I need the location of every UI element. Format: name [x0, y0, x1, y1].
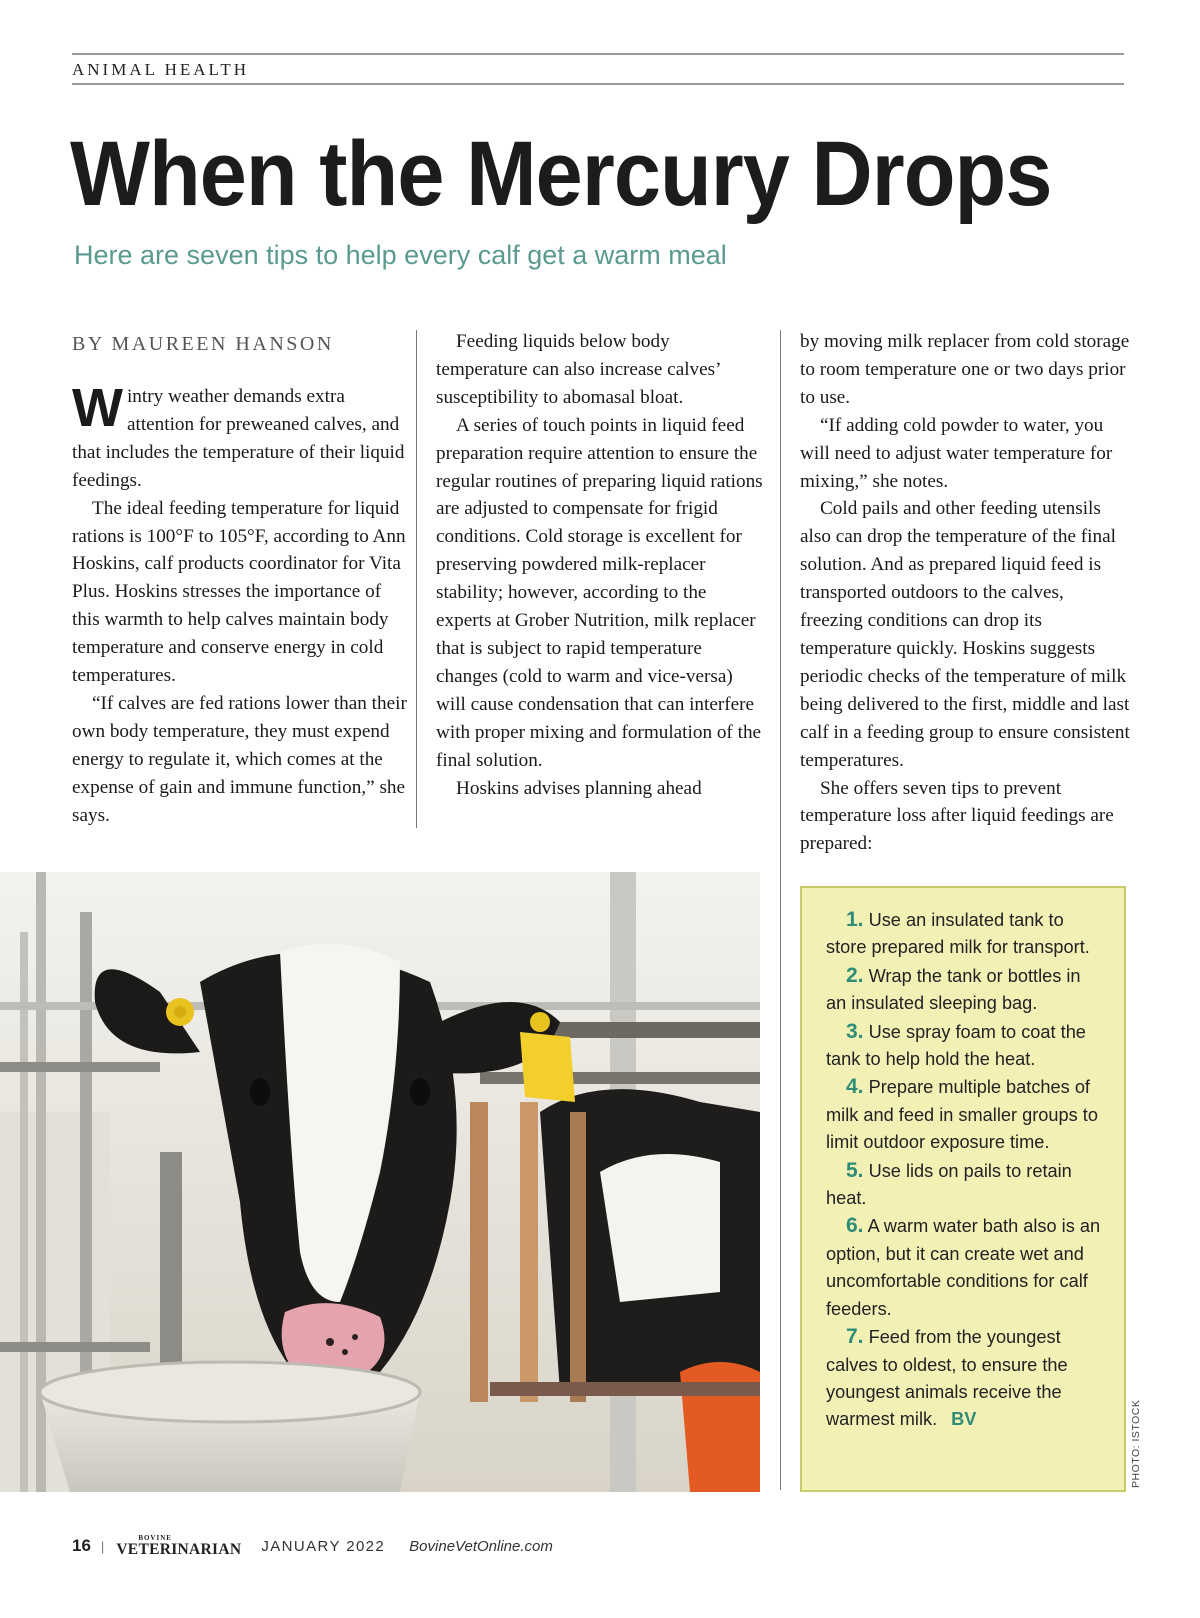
photo-credit: PHOTO: ISTOCK: [1130, 1399, 1142, 1488]
article-column-1: [72, 378, 408, 830]
column-divider: [416, 330, 417, 828]
tip-text: Wrap the tank or bottles in an insulated sleeping bag.: [826, 965, 1081, 1014]
paragraph: A series of touch points in liquid feed preparation require attention to ensure the regular routines of preparing liquid rations are adjusted to compensate for frigid conditions. Cold storage is excellent for preserving powdered milk-replacer stability; however, according to the experts at Grober Nutrition, milk replacer that is subject to rapid temperature changes (cold to warm and vice-versa) will cause condensation that can interfere with proper mixing and formulation of the final solution.: [436, 414, 763, 771]
tip-item: [826, 1018, 1104, 1074]
paragraph-text: intry weather demands extra attention for preweaned calves, and that includes the temperature of their liquid feedings.: [72, 386, 405, 491]
article-column-2: [436, 328, 766, 802]
paragraph: She offers seven tips to prevent temperature loss after liquid feedings are prepared:: [800, 777, 1114, 855]
column-divider: [780, 330, 781, 1490]
drop-cap: W: [72, 378, 123, 438]
paragraph: Feeding liquids below body temperature can also increase calves’ susceptibility to abomasal bloat.: [436, 331, 721, 408]
tip-item: [826, 1073, 1104, 1156]
article-title: When the Mercury Drops: [70, 123, 1052, 225]
tip-number: 5.: [846, 1158, 864, 1182]
tip-number: 1.: [846, 908, 864, 931]
paragraph: Cold pails and other feeding utensils also can drop the temperature of the final solution. And as prepared liquid feed is transported outdoors to the calves, freezing conditions can drop its temperature quickly. Hoskins suggests periodic checks of the temperature of milk being delivered to the first, middle and last calf in a feeding group to ensure consistent temperatures.: [800, 498, 1130, 771]
paragraph: “If calves are fed rations lower than their own body temperature, they must expend energy to regulate it, which comes at the expense of gain and immune function,” she says.: [72, 692, 407, 826]
article-subtitle: Here are seven tips to help every calf get a warm meal: [74, 240, 727, 270]
calf-photo: [0, 872, 760, 1492]
tip-item: [826, 1157, 1104, 1213]
tip-item: [826, 1323, 1104, 1434]
issue-date: JANUARY 2022: [261, 1537, 386, 1555]
calf-illustration: [0, 872, 760, 1492]
tip-number: 4.: [846, 1075, 864, 1099]
byline: BY MAUREEN HANSON: [72, 333, 334, 355]
tips-sidebar: [800, 886, 1126, 1492]
page-number: 16: [72, 1536, 91, 1556]
tip-text: Use spray foam to coat the tank to help hold the heat.: [826, 1021, 1086, 1070]
tip-number: 3.: [846, 1019, 864, 1043]
paragraph: Hoskins advises planning ahead: [456, 777, 702, 799]
lead-paragraph: [72, 378, 408, 495]
paragraph: “If adding cold powder to water, you will need to adjust water temperature for mixing,” she notes.: [800, 414, 1113, 492]
tip-item: [826, 1212, 1104, 1323]
top-rule: [72, 53, 1124, 55]
article-column-3: [800, 328, 1130, 858]
end-mark: BV: [951, 1409, 977, 1430]
page-footer: [72, 1535, 553, 1558]
tip-text: A warm water bath also is an option, but it can create wet and uncomfortable conditions for calf feeders.: [826, 1216, 1101, 1319]
tip-text: Feed from the youngest calves to oldest, to ensure the youngest animals receive the warmest milk.: [826, 1327, 1068, 1430]
tip-item: [826, 962, 1104, 1018]
magazine-logo: [116, 1535, 241, 1558]
section-rule: [72, 83, 1124, 85]
paragraph: by moving milk replacer from cold storage to room temperature one or two days prior to use.: [800, 331, 1130, 408]
tip-number: 7.: [846, 1325, 864, 1349]
magazine-logo-name: VETERINARIAN: [116, 1541, 242, 1558]
tip-item: [826, 906, 1104, 962]
tip-text: Prepare multiple batches of milk and feed in smaller groups to limit outdoor exposure time.: [826, 1077, 1098, 1153]
section-label: ANIMAL HEALTH: [72, 60, 250, 79]
tip-text: Use lids on pails to retain heat.: [826, 1160, 1072, 1209]
paragraph: The ideal feeding temperature for liquid rations is 100°F to 105°F, according to Ann Hoskins, calf products coordinator for Vita Plus. Hoskins stresses the importance of this warmth to help calves maintain body temperature and conserve energy in cold temperatures.: [72, 497, 406, 687]
footer-separator: |: [100, 1538, 105, 1554]
tip-number: 6.: [846, 1214, 864, 1238]
tip-text: Use an insulated tank to store prepared milk for transport.: [826, 910, 1090, 958]
tip-number: 2.: [846, 963, 864, 987]
website-link[interactable]: BovineVetOnline.com: [409, 1537, 553, 1555]
magazine-logo-top: BOVINE: [138, 1534, 172, 1542]
